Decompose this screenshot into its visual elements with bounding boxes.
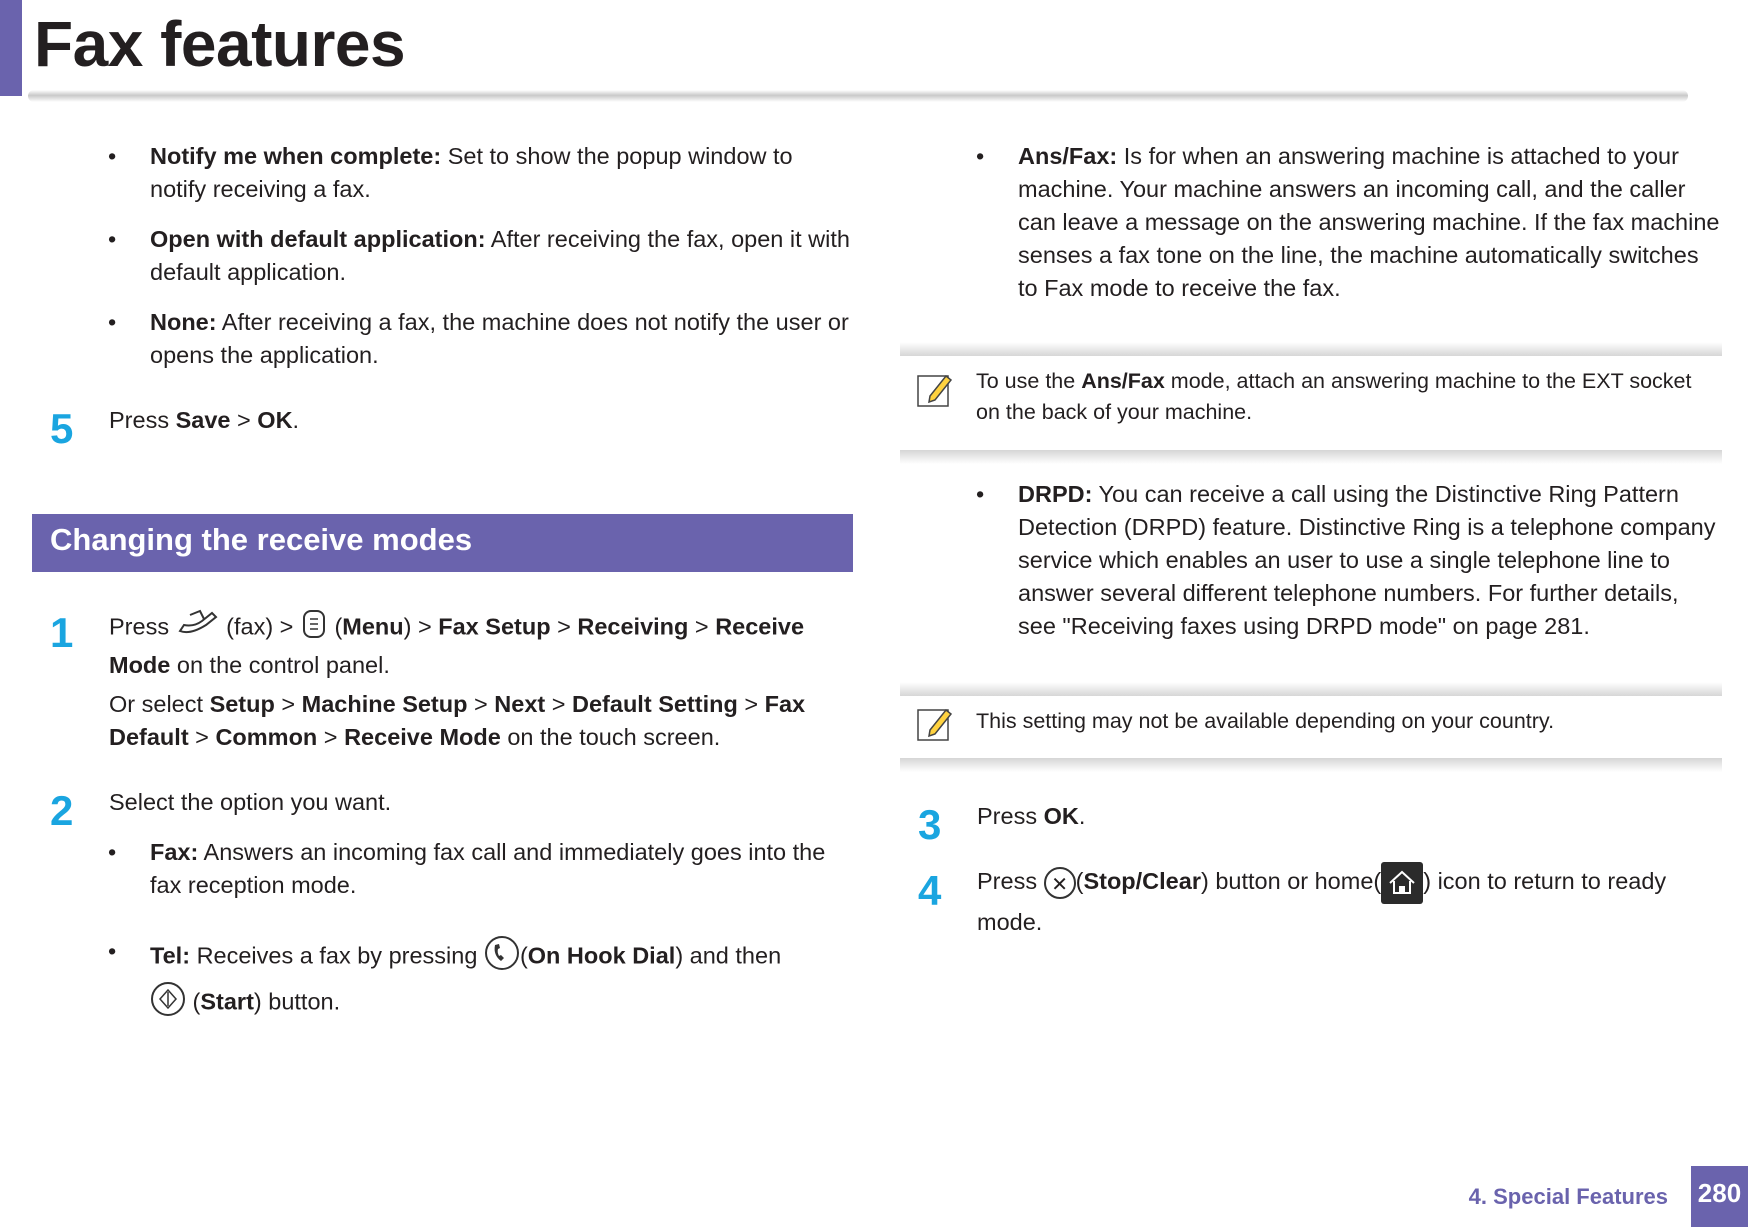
note-pencil-icon: [916, 704, 954, 744]
step-number-5: 5: [50, 405, 74, 452]
start-icon: [150, 981, 186, 1026]
step-number-4: 4: [918, 867, 942, 914]
step-number-2: 2: [50, 787, 74, 834]
note-pencil-icon: [916, 370, 954, 410]
bullet-label: Notify me when complete:: [150, 143, 442, 169]
tel-start-line: (Start) button.: [150, 981, 340, 1026]
note-ans-fax: [900, 342, 1722, 464]
step-number-1: 1: [50, 609, 74, 656]
note-country: [900, 682, 1722, 772]
section-heading: [32, 514, 853, 572]
note-text: This setting may not be available depending on your country.: [976, 709, 1555, 733]
step-1-alt-text: Or select Setup > Machine Setup > Next > Default Setting > Fax Default > Common > Receive Mode on the touch screen.: [109, 691, 806, 750]
save-label: Save: [175, 407, 231, 433]
page-title: Fax features: [34, 8, 406, 80]
bullet-label: None:: [150, 309, 217, 335]
step-2-text: Select the option you want.: [109, 789, 392, 815]
bullet-open-default-app: • Open with default application: After receiving the fax, open it with default application.: [108, 226, 850, 285]
page-number: 280: [1697, 1178, 1742, 1208]
section-title: Changing the receive modes: [50, 522, 473, 557]
bullet-none: • None: After receiving a fax, the machine does not notify the user or opens the application.: [108, 309, 849, 368]
step-1-text: Press (fax) > (Menu) > Fax Setup > Receiving > Receive Mode on the control panel.: [109, 608, 853, 682]
step-number-3: 3: [918, 801, 942, 848]
stop-clear-icon: ✕: [1044, 867, 1076, 899]
page-number-badge: [1691, 1166, 1748, 1227]
bullet-ans-fax: • Ans/Fax: Is for when an answering machine is attached to your machine. Your machine answers an incoming call, and the caller can leave a message on the answering machine. If the fax machine senses a fax tone on the line, the machine automatically switches to Fax mode to receive the fax.: [976, 143, 1720, 301]
home-icon: [1381, 862, 1423, 904]
ok-label: OK: [257, 407, 293, 433]
bullet-text: Set to show the popup window to notify receiving a fax.: [150, 143, 793, 202]
menu-icon: [300, 608, 328, 649]
bullet-label: Open with default application:: [150, 226, 486, 252]
bullet-drpd: • DRPD: You can receive a call using the Distinctive Ring Pattern Detection (DRPD) feature. Distinctive Ring is a telephone company service which enables an user to use a single telephone line to answer several different telephone numbers. For further details, see "Receiving faxes using DRPD mode" on page 281.: [976, 481, 1716, 639]
bullet-tel-mode: • Tel: Receives a fax by pressing (On Hook Dial) and then: [150, 935, 850, 980]
bullet-text: After receiving a fax, the machine does not notify the user or opens the application.: [150, 309, 849, 368]
fax-icon: [176, 609, 220, 648]
bullet-text: After receiving the fax, open it with default application.: [150, 226, 850, 285]
step-4-text: Press ✕ (Stop/Clear) button or home( ) icon to return to ready mode.: [977, 862, 1722, 940]
step-3-text: Press OK.: [977, 803, 1086, 829]
footer-chapter: 4. Special Features: [1468, 1184, 1668, 1209]
title-underline: [28, 90, 1688, 102]
bullet-notify-complete: • Notify me when complete: Set to show the popup window to notify receiving a fax.: [108, 143, 793, 202]
title-accent-bar: [0, 0, 22, 96]
bullet-fax-mode: • Fax: Answers an incoming fax call and immediately goes into the fax reception mode.: [108, 839, 826, 898]
on-hook-dial-icon: [484, 935, 520, 980]
step-5-text: Press Save > OK.: [109, 407, 300, 433]
note-text: To use the Ans/Fax mode, attach an answering machine to the EXT socket on the back of your machine.: [976, 369, 1692, 424]
